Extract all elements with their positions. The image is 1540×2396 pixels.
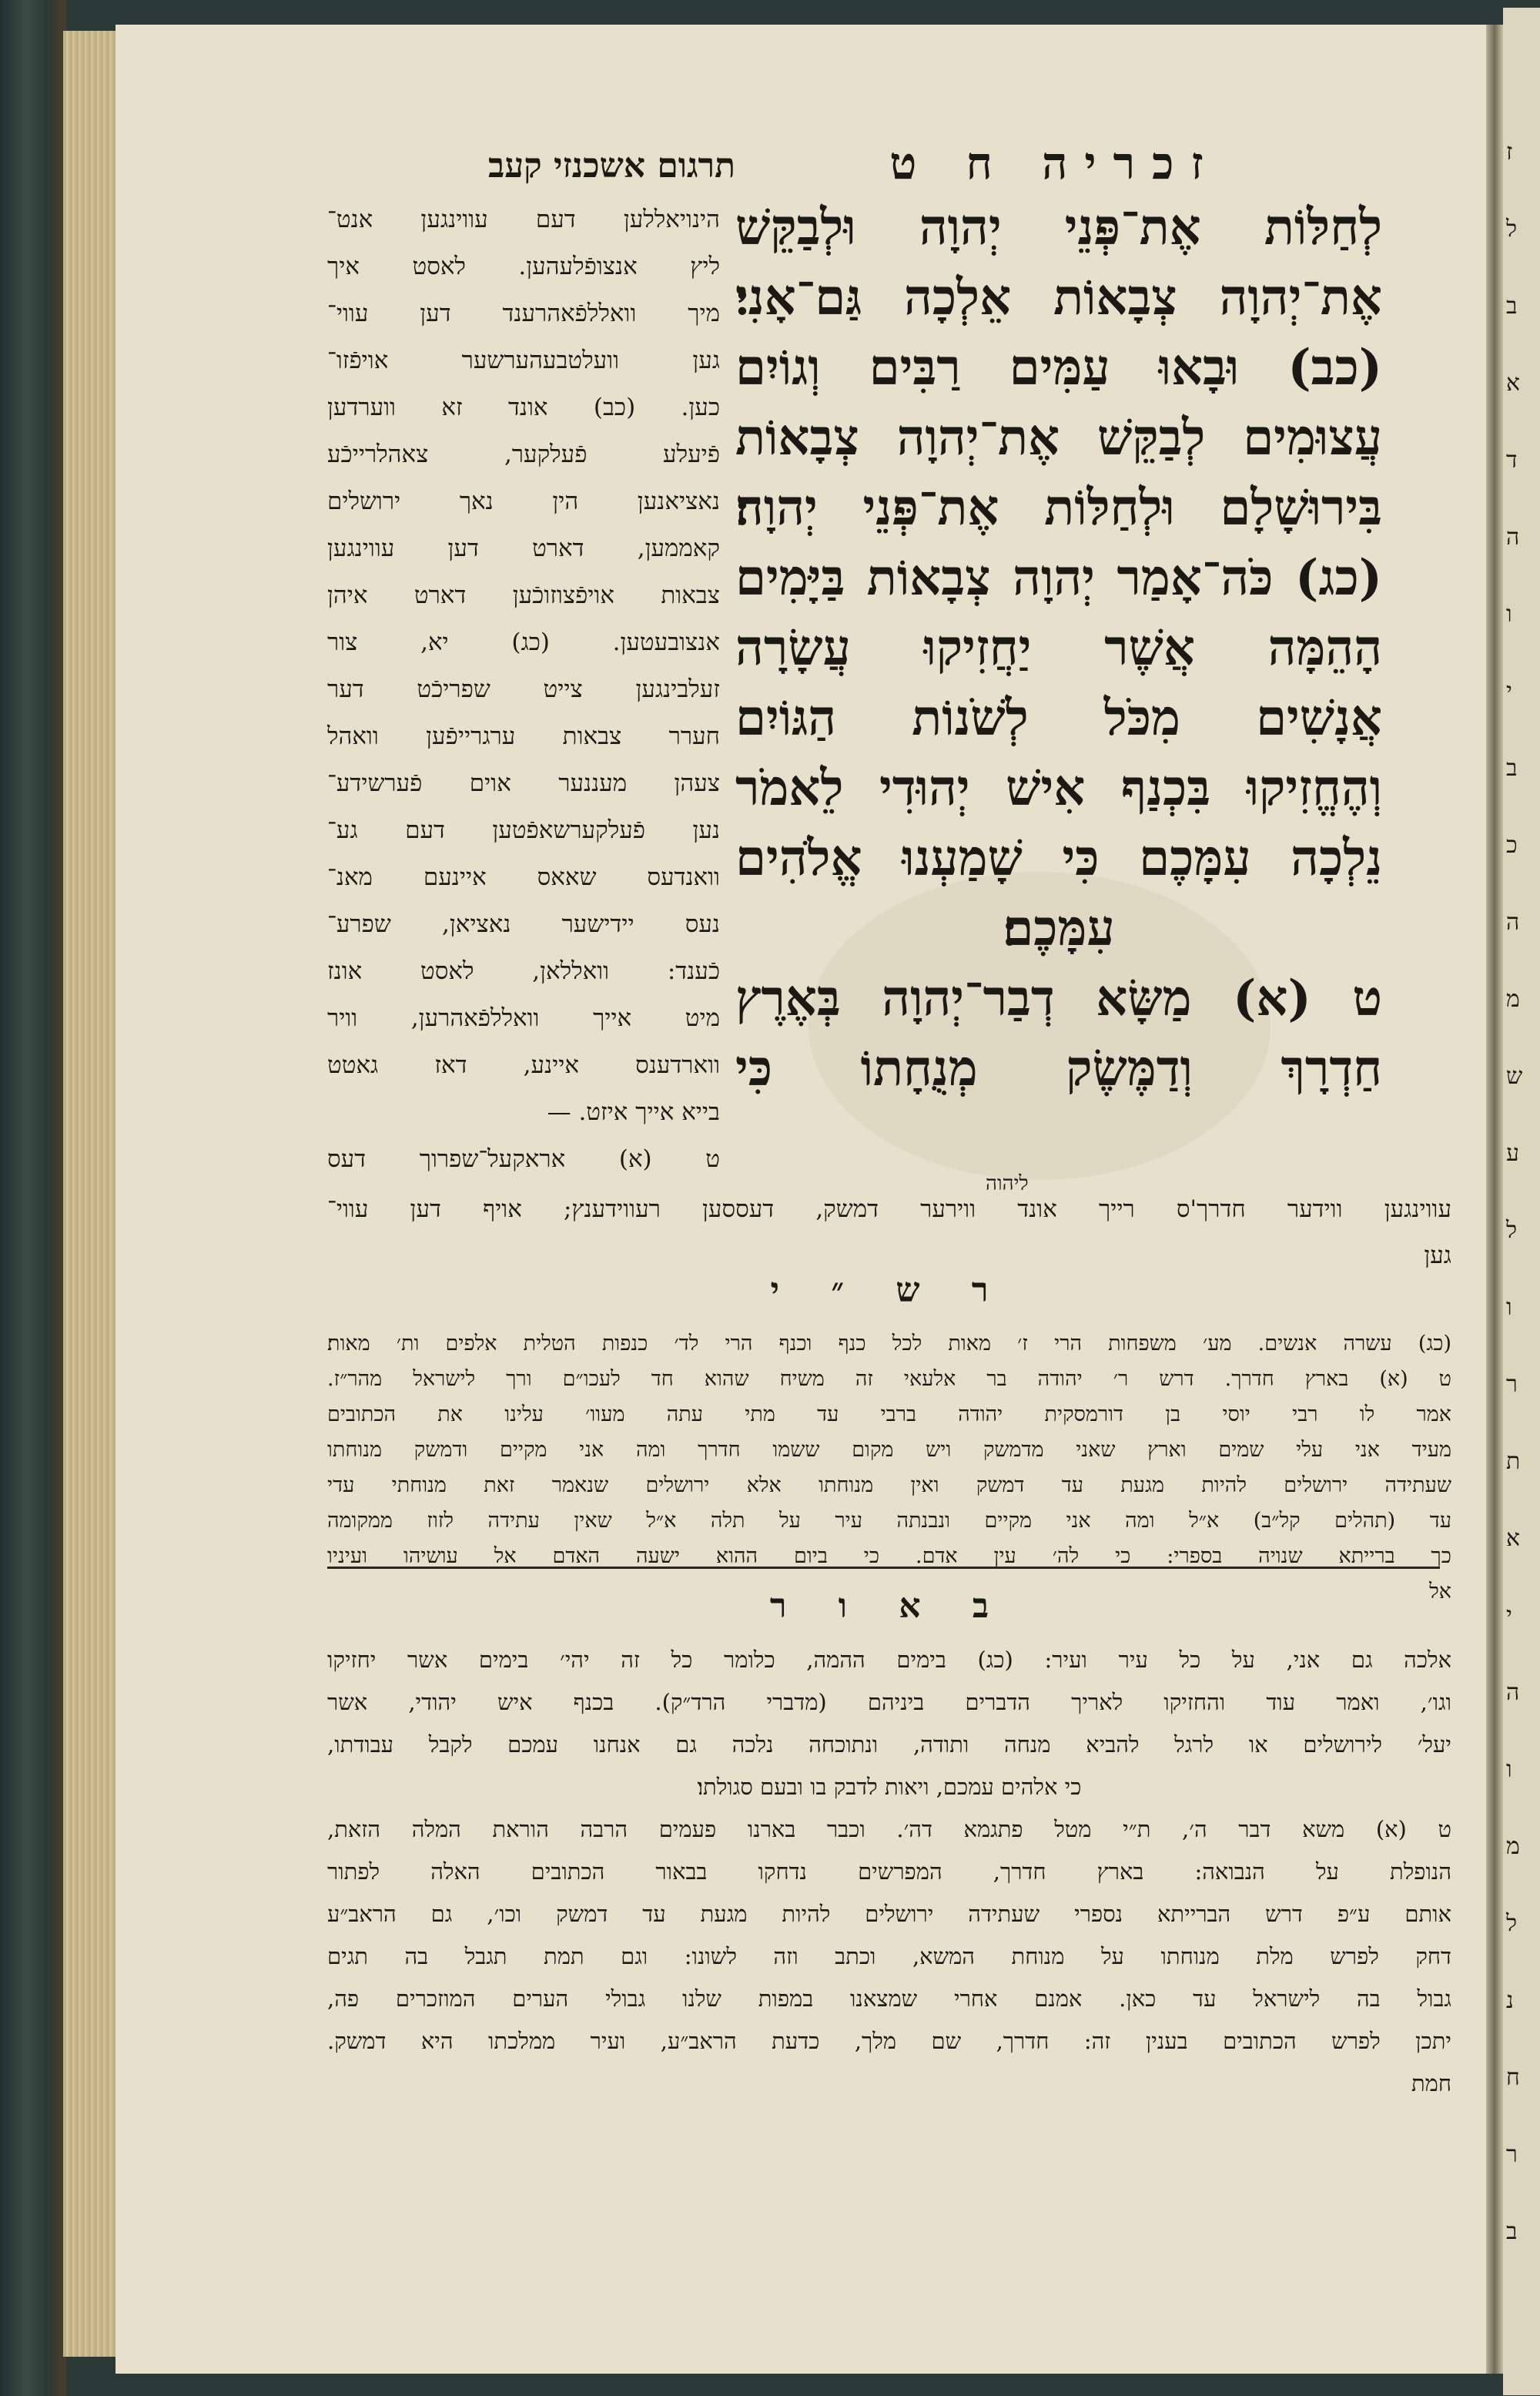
next-page-fragment: י	[1506, 678, 1512, 705]
next-page-fragment: ת	[1506, 1448, 1521, 1475]
yiddish-translation-continuation	[327, 1186, 1451, 1278]
yiddish-line: נען פֿעלקערשאפֿטען דעם גע־	[327, 816, 720, 844]
rashi-line: ט (א) בארץ חדרך. דרש ר׳ יהודה בר אלעאי זה משיח שהוא חד לעכו״ם ורך לישראל מהר״ז.	[327, 1367, 1451, 1391]
next-page-fragment: ע	[1506, 1140, 1519, 1167]
book-cover-left	[0, 0, 66, 2396]
rashi-line: כך ברייתא שנויה בספרי: כי לה׳ עין אדם. כי ביום ההוא ישעה האדם אל עושיהו ועיניו	[327, 1544, 1451, 1568]
biur-line: אלכה גם אני, על כל עיר ועיר: (כג) בימים ההמה, כלומר כל זה יהי׳ בימים אשר יחזיקו	[327, 1647, 1451, 1673]
next-page-fragment: ב	[1506, 755, 1518, 782]
yiddish-line: עווינגען ווידער חדרך'ס רייך אונד ווירער דמשק, דעססען רעווידענץ; אויף דען עווי־	[327, 1195, 1451, 1223]
yiddish-translation-column	[327, 196, 720, 1183]
yiddish-line: אנצובעטען. (כג) יא, צור	[327, 628, 720, 656]
running-header-targum: תרגום אשכנזי קעב	[488, 146, 735, 186]
next-page-fragment: ו	[1506, 1294, 1512, 1321]
biur-line: וגו׳, ואמר עוד והחזיקו לאריך הדברים ביניהם (מדברי הרד״ק). בכנף איש יהודי, אשר	[327, 1689, 1451, 1715]
hebrew-line: חַדְרָךְ וְדַמֶּשֶׂק מְנֻחָתוֹ כִּי	[735, 1040, 1382, 1097]
rashi-line: אל	[1429, 1580, 1451, 1603]
yiddish-line: כען. (כב) אונד זא ווערדען	[327, 394, 720, 421]
yiddish-line: ליץ אנצופֿלעהען. לאסט איך	[327, 253, 720, 280]
yiddish-line: גען	[1424, 1242, 1451, 1269]
next-page-edge	[1503, 8, 1540, 2395]
next-page-fragment: א	[1506, 370, 1521, 397]
yiddish-line: חערר צבאות ערגרייפֿען וואהל	[327, 722, 720, 750]
biur-line: יעל׳ לירושלים או לרגל להביא מנחה ותודה, ונתוכחה נלכה גם אנחנו עמכם לקבל עבודתו,	[327, 1731, 1451, 1758]
yiddish-line: הינויאללען דעם עווינגען אנט־	[327, 206, 720, 233]
next-page-fragment: ו	[1506, 1756, 1512, 1783]
hebrew-line: הָהֵמָּה אֲשֶׁר יַחֲזִיקוּ עֲשָׂרָה	[735, 619, 1382, 677]
yiddish-line: נאציאנען הין נאך ירושלים	[327, 488, 720, 515]
next-page-fragment: כ	[1506, 832, 1518, 859]
next-page-fragment: ב	[1506, 2218, 1518, 2245]
hebrew-line: נֵלְכָה עִמָּכֶם כִּי שָׁמַעְנוּ אֱלֹהִים	[735, 829, 1382, 887]
hebrew-line: אֶת־יְהוָה צְבָאוֹת אֵלְכָה גַּם־אָנִי׃	[735, 269, 1382, 327]
hebrew-main-text	[735, 193, 1382, 1104]
next-page-fragment: ז	[1506, 139, 1513, 166]
next-page-fragment: ר	[1506, 1371, 1518, 1398]
biur-commentary	[327, 1639, 1451, 2105]
next-page-fragment: ש	[1506, 1063, 1523, 1090]
biur-line: חמת	[1411, 2070, 1451, 2096]
rashi-heading: ר ש ״ י	[770, 1271, 1009, 1310]
yiddish-line: מיט אייך וואללפֿאהרען, וויר	[327, 1004, 720, 1032]
yiddish-line: קאממען, דארט דען עווינגען	[327, 534, 720, 562]
yiddish-line: ט (א) אראקעל־שפרוך דעס	[327, 1145, 720, 1173]
biur-line: דחק לפרש מלת מנוחתו על מנוחת המשא, וכתב וזה לשונו: וגם תמת תגבל בה תגים	[327, 1943, 1451, 1969]
next-page-fragment: ל	[1506, 1910, 1518, 1937]
rashi-line: עד (תהלים קל״ב) א״ל ומה אני מקיים ונבנתה עיר על תלה א״ל שאין עתידה לזוז ממקומה	[327, 1509, 1451, 1533]
hebrew-line: עֲצוּמִים לְבַקֵּשׁ אֶת־יְהוָה צְבָאוֹת	[735, 409, 1382, 467]
page-stack-edge	[63, 31, 123, 2357]
biur-line: יתכן לפרש הכתובים בענין זה: חדרך, שם מלך, כדעת הראב״ע, ועיר ממלכתו היא דמשק.	[327, 2028, 1451, 2054]
hebrew-line: עִמָּכֶם׃	[1003, 900, 1115, 957]
biur-line: ט (א) משא דבר ה׳, ת״י מטל פתגמא דה׳. וכבר בארנו פעמים הרבה הוראת המלה הזאת,	[327, 1816, 1451, 1842]
yiddish-line: ווארדענס איינע, דאז גאטט	[327, 1051, 720, 1079]
yiddish-line: מיך וואללפֿאהרענד דען עווי־	[327, 300, 720, 327]
biur-line: גבול בה לישראל עד כאן. אמנם אחרי שמצאנו במפות שלנו גבולי הערים המוזכרים פה,	[327, 1985, 1451, 2012]
book-gutter	[1486, 25, 1503, 2374]
next-page-fragment: ו	[1506, 601, 1512, 628]
rashi-line: (כג) עשרה אנשים. מע׳ משפחות הרי ז׳ מאות לכל כנף וכנף הרי לד׳ כנפות הטלית אלפים ות׳ מאות׃	[327, 1332, 1451, 1355]
next-page-fragment: ל	[1506, 1217, 1518, 1244]
section-divider	[327, 1567, 1440, 1569]
biur-line: הנופלת על הנבואה: בארץ חדרך, המפרשים נדחקו בבאור הכתובים האלה לפתור	[327, 1858, 1451, 1885]
yiddish-line: וואנדעס שאאס איינעם מאנ־	[327, 863, 720, 891]
rashi-line: שעתידה ירושלים להיות מגעת עד דמשק ואין מנוחתו אלא ירושלים שנאמר זאת מנוחתי עדי	[327, 1473, 1451, 1497]
biur-line: כי אלהים עמכם, ויאות לדבק בו ובעם סגולתו׃	[697, 1774, 1082, 1800]
biur-line: אותם ע״פ דרש הברייתא נספרי שעתידה ירושלים להיות מגעת עד דמשק וכו׳, גם הראב״ע	[327, 1901, 1451, 1927]
next-page-fragment: מ	[1506, 1833, 1520, 1860]
yiddish-line: גען וועלטבעהערשער אויפֿזו־	[327, 347, 720, 374]
next-page-fragment: מ	[1506, 986, 1520, 1013]
hebrew-line: (כג) כֹּה־אָמַר יְהוָה צְבָאוֹת בַּיָּמִים	[735, 549, 1382, 607]
rashi-line: מעיד אני עלי שמים וארץ שאני מדמשק ויש מקום ששמו חדרך ומה אני מקיים ודמשק מנוחתו	[327, 1438, 1451, 1462]
next-page-fragment: ל	[1506, 216, 1518, 243]
next-page-fragment: ב	[1506, 293, 1518, 320]
running-header-book: זכריה ח ט	[889, 137, 1220, 189]
yiddish-line: בייא אייך איזט. —	[547, 1098, 720, 1126]
yiddish-line: נעס יידישער נאציאן, שפרע־	[327, 910, 720, 938]
next-page-fragment: ר	[1506, 2141, 1518, 2168]
hebrew-line: בִּירוּשָׁלָם וּלְחַלּוֹת אֶת־פְּנֵי יְהוָה׃	[735, 479, 1382, 537]
next-page-fragment: ה	[1506, 524, 1520, 551]
rashi-line: אמר לו רבי יוסי בן דורמסקית יהודה ברבי עד מתי עתה מעוו׳ עלינו את הכתובים	[327, 1402, 1451, 1426]
biur-heading: ב א ו ר	[769, 1587, 1009, 1626]
next-page-fragment: ד	[1506, 447, 1518, 474]
catchword: ליהוה	[986, 1172, 1029, 1195]
next-page-fragment: ה	[1506, 1679, 1520, 1706]
next-page-fragment: ה	[1506, 909, 1520, 936]
hebrew-line: (כב) וּבָאוּ עַמִּים רַבִּים וְגוֹיִם	[735, 339, 1382, 397]
yiddish-line: צבאות אויפֿצוזוכֿען דארט איהן	[327, 581, 720, 609]
next-page-fragment: נ	[1506, 1987, 1514, 2014]
next-page-fragment: י	[1506, 1602, 1512, 1629]
hebrew-line: ט (א) מַשָּׂא דְבַר־יְהוָה בְּאֶרֶץ	[735, 970, 1382, 1027]
next-page-fragment: ח	[1506, 2064, 1520, 2091]
yiddish-line: כֿענד: וואללאן, לאסט אונז	[327, 957, 720, 985]
yiddish-line: זעלבינגען צייט שפריכֿט דער	[327, 675, 720, 703]
yiddish-line: צעהן מעננער אוים פֿערשידע־	[327, 769, 720, 797]
hebrew-line: וְהֶחֱזִיקוּ בִּכְנַף אִישׁ יְהוּדִי לֵאמֹר	[735, 759, 1382, 817]
yiddish-line: פֿיעלע פֿעלקער, צאהלרייכֿע	[327, 441, 720, 468]
next-page-fragment: א	[1506, 1525, 1521, 1552]
hebrew-line: אֲנָשִׁים מִכֹּל לְשֹׁנוֹת הַגּוֹיִם	[735, 689, 1382, 747]
hebrew-line: לְחַלּוֹת אֶת־פְּנֵי יְהוָה וּלְבַקֵּשׁ	[735, 199, 1382, 256]
